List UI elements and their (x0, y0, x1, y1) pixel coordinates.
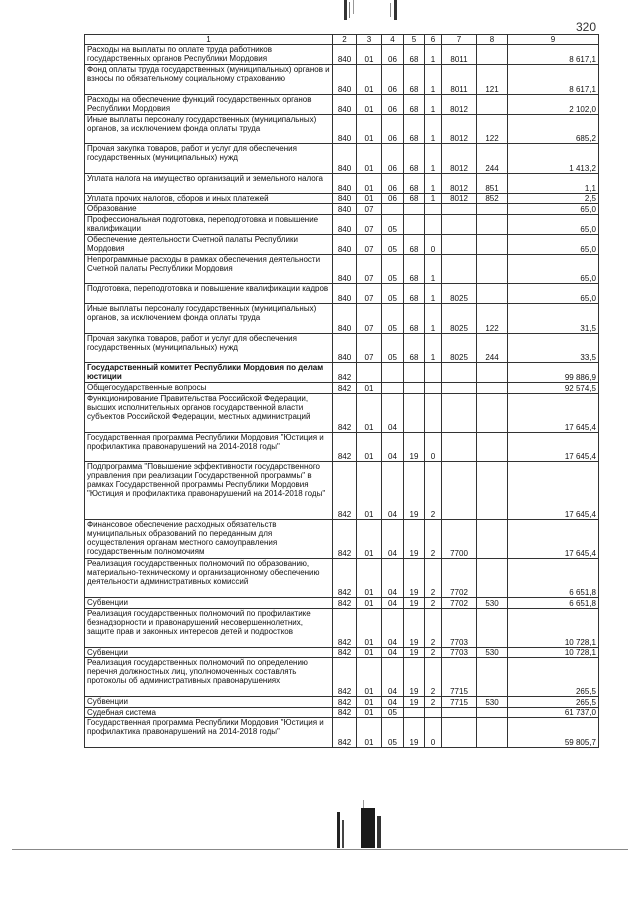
row-code-c5: 19 (404, 718, 425, 748)
row-amount: 31,5 (508, 304, 599, 334)
table-row (85, 462, 599, 520)
row-code-c4: 06 (382, 114, 404, 144)
row-name: Уплата прочих налогов, сборов и иных платежей (85, 193, 333, 204)
column-header-3: 3 (357, 35, 382, 45)
row-name: Субвенции (85, 647, 333, 658)
row-code-c8 (477, 94, 508, 114)
row-code-c5: 19 (404, 697, 425, 708)
row-code-c7: 7715 (442, 658, 477, 697)
row-code-c6: 2 (425, 462, 442, 520)
row-code-c4: 04 (382, 462, 404, 520)
row-code-c7 (442, 234, 477, 254)
row-amount: 1,1 (508, 173, 599, 193)
row-code-c3: 01 (357, 432, 382, 462)
table-row (85, 234, 599, 254)
row-name: Прочая закупка товаров, работ и услуг для обеспечения государственных (муниципальных) нужд (85, 144, 333, 174)
row-name: Финансовое обеспечение расходных обязательств муниципальных образований по переданным для осуществления органам местного самоуправления государственным полномочиям (85, 520, 333, 559)
row-code-c8 (477, 284, 508, 304)
row-code-c8 (477, 432, 508, 462)
table-row (85, 214, 599, 234)
row-code-c2: 840 (333, 94, 357, 114)
row-code-c2: 842 (333, 598, 357, 609)
row-code-c4: 06 (382, 193, 404, 204)
row-code-c8: 852 (477, 193, 508, 204)
row-code-c6 (425, 383, 442, 394)
row-name: Обеспечение деятельности Счетной палаты Республики Мордовия (85, 234, 333, 254)
row-code-c4: 04 (382, 697, 404, 708)
row-code-c2: 840 (333, 65, 357, 95)
row-code-c2: 840 (333, 193, 357, 204)
row-name: Прочая закупка товаров, работ и услуг для обеспечения государственных (муниципальных) нужд (85, 333, 333, 363)
row-code-c6: 1 (425, 65, 442, 95)
row-code-c2: 842 (333, 462, 357, 520)
row-code-c3: 01 (357, 559, 382, 598)
scan-edge-line (12, 849, 628, 850)
row-code-c3: 01 (357, 520, 382, 559)
row-code-c8 (477, 383, 508, 394)
row-name: Подпрограмма "Повышение эффективности государственного управления при реализации Государственной программы" в рамках Государственной программы Республики Мордовия "Юстиция и профилактика правонарушений на 2014-2018 годы" (85, 462, 333, 520)
row-code-c8 (477, 520, 508, 559)
row-code-c7 (442, 718, 477, 748)
table-row (85, 658, 599, 697)
row-code-c6: 2 (425, 608, 442, 647)
row-code-c6: 1 (425, 173, 442, 193)
row-code-c2: 842 (333, 647, 357, 658)
column-header-6: 6 (425, 35, 442, 45)
row-code-c5: 19 (404, 647, 425, 658)
budget-table (84, 34, 599, 748)
row-amount: 61 737,0 (508, 707, 599, 718)
row-code-c5 (404, 707, 425, 718)
row-code-c3: 07 (357, 214, 382, 234)
row-code-c8 (477, 204, 508, 215)
row-amount: 685,2 (508, 114, 599, 144)
row-code-c7: 7703 (442, 608, 477, 647)
row-code-c4: 04 (382, 608, 404, 647)
row-code-c7: 7702 (442, 598, 477, 609)
row-amount: 265,5 (508, 697, 599, 708)
row-code-c4: 06 (382, 173, 404, 193)
row-name: Профессиональная подготовка, переподготовка и повышение квалификации (85, 214, 333, 234)
row-code-c2: 840 (333, 214, 357, 234)
row-code-c7: 7715 (442, 697, 477, 708)
row-code-c8: 530 (477, 697, 508, 708)
row-code-c4: 05 (382, 718, 404, 748)
row-code-c7 (442, 254, 477, 284)
row-code-c7: 8025 (442, 284, 477, 304)
table-row (85, 65, 599, 95)
row-code-c8: 244 (477, 144, 508, 174)
row-code-c8 (477, 234, 508, 254)
row-code-c5: 68 (404, 284, 425, 304)
row-name: Иные выплаты персоналу государственных (муниципальных) органов, за исключением фонда оплаты труда (85, 304, 333, 334)
row-amount: 10 728,1 (508, 647, 599, 658)
row-code-c8 (477, 254, 508, 284)
row-code-c3: 01 (357, 707, 382, 718)
row-name: Судебная система (85, 707, 333, 718)
row-code-c6: 1 (425, 45, 442, 65)
row-code-c5: 68 (404, 65, 425, 95)
row-amount: 2 102,0 (508, 94, 599, 114)
row-code-c3: 07 (357, 304, 382, 334)
row-code-c8 (477, 45, 508, 65)
scan-artifact-bottom (333, 800, 393, 850)
row-code-c5: 68 (404, 45, 425, 65)
table-row (85, 383, 599, 394)
row-code-c2: 842 (333, 658, 357, 697)
row-code-c7: 8012 (442, 144, 477, 174)
row-code-c8: 121 (477, 65, 508, 95)
row-code-c5 (404, 383, 425, 394)
row-code-c4: 04 (382, 432, 404, 462)
row-code-c4: 05 (382, 284, 404, 304)
row-amount: 65,0 (508, 204, 599, 215)
column-header-1: 1 (85, 35, 333, 45)
row-amount: 6 651,8 (508, 559, 599, 598)
table-row (85, 193, 599, 204)
row-code-c7 (442, 432, 477, 462)
row-code-c7: 7703 (442, 647, 477, 658)
row-code-c6: 2 (425, 697, 442, 708)
table-row (85, 144, 599, 174)
table-row (85, 598, 599, 609)
table-row (85, 304, 599, 334)
row-code-c8: 122 (477, 114, 508, 144)
row-code-c5: 68 (404, 193, 425, 204)
row-code-c3: 07 (357, 284, 382, 304)
row-code-c3: 01 (357, 144, 382, 174)
row-code-c3: 07 (357, 204, 382, 215)
row-name: Субвенции (85, 697, 333, 708)
row-code-c5: 68 (404, 173, 425, 193)
row-code-c8 (477, 608, 508, 647)
row-code-c3: 07 (357, 254, 382, 284)
row-code-c8 (477, 559, 508, 598)
row-code-c5: 68 (404, 234, 425, 254)
row-code-c7: 7702 (442, 559, 477, 598)
row-amount: 6 651,8 (508, 598, 599, 609)
row-name: Государственный комитет Республики Мордовия по делам юстиции (85, 363, 333, 383)
row-code-c4: 04 (382, 520, 404, 559)
row-code-c4: 06 (382, 45, 404, 65)
row-code-c7 (442, 707, 477, 718)
table-row (85, 608, 599, 647)
row-code-c3: 01 (357, 647, 382, 658)
row-code-c7 (442, 204, 477, 215)
row-code-c6: 0 (425, 718, 442, 748)
row-code-c3: 07 (357, 333, 382, 363)
table-row (85, 647, 599, 658)
row-amount: 59 805,7 (508, 718, 599, 748)
row-amount: 1 413,2 (508, 144, 599, 174)
row-code-c6: 1 (425, 284, 442, 304)
row-amount: 17 645,4 (508, 393, 599, 432)
row-code-c2: 840 (333, 254, 357, 284)
row-code-c8 (477, 707, 508, 718)
column-header-7: 7 (442, 35, 477, 45)
row-code-c6 (425, 393, 442, 432)
row-code-c6: 1 (425, 254, 442, 284)
row-code-c7: 7700 (442, 520, 477, 559)
row-code-c8 (477, 718, 508, 748)
row-amount: 17 645,4 (508, 520, 599, 559)
row-name: Подготовка, переподготовка и повышение квалификации кадров (85, 284, 333, 304)
row-code-c7: 8011 (442, 65, 477, 95)
row-code-c3: 01 (357, 65, 382, 95)
row-amount: 2,5 (508, 193, 599, 204)
row-code-c7 (442, 393, 477, 432)
column-header-2: 2 (333, 35, 357, 45)
table-row (85, 173, 599, 193)
row-code-c3: 01 (357, 718, 382, 748)
row-code-c2: 842 (333, 707, 357, 718)
row-code-c5: 19 (404, 598, 425, 609)
row-code-c3: 01 (357, 598, 382, 609)
row-code-c6: 0 (425, 234, 442, 254)
row-amount: 65,0 (508, 284, 599, 304)
row-code-c8: 530 (477, 598, 508, 609)
row-amount: 8 617,1 (508, 65, 599, 95)
row-code-c4: 04 (382, 658, 404, 697)
row-code-c4: 04 (382, 647, 404, 658)
row-code-c7: 8025 (442, 333, 477, 363)
row-code-c6: 1 (425, 304, 442, 334)
row-code-c4: 05 (382, 333, 404, 363)
row-code-c6 (425, 214, 442, 234)
row-code-c2: 840 (333, 304, 357, 334)
row-code-c5: 68 (404, 114, 425, 144)
row-code-c6: 2 (425, 559, 442, 598)
row-code-c5 (404, 393, 425, 432)
row-code-c2: 842 (333, 718, 357, 748)
row-code-c6: 2 (425, 658, 442, 697)
row-code-c2: 840 (333, 144, 357, 174)
row-code-c8: 530 (477, 647, 508, 658)
row-amount: 65,0 (508, 234, 599, 254)
row-code-c6: 1 (425, 94, 442, 114)
row-code-c6 (425, 707, 442, 718)
row-amount: 10 728,1 (508, 608, 599, 647)
row-code-c5: 19 (404, 462, 425, 520)
table-row (85, 559, 599, 598)
row-code-c4: 06 (382, 94, 404, 114)
row-code-c8: 244 (477, 333, 508, 363)
row-code-c5: 19 (404, 608, 425, 647)
row-code-c2: 842 (333, 363, 357, 383)
table-row (85, 284, 599, 304)
row-code-c4 (382, 383, 404, 394)
table-header-row (85, 35, 599, 45)
row-code-c5 (404, 204, 425, 215)
row-code-c7 (442, 214, 477, 234)
row-code-c6: 2 (425, 520, 442, 559)
row-code-c8 (477, 462, 508, 520)
row-amount: 65,0 (508, 254, 599, 284)
table-row (85, 363, 599, 383)
row-code-c2: 842 (333, 432, 357, 462)
row-name: Функционирование Правительства Российской Федерации, высших исполнительных органов государственной власти субъектов Российской Федерации, местных администраций (85, 393, 333, 432)
row-code-c7: 8012 (442, 94, 477, 114)
table-row (85, 520, 599, 559)
row-code-c2: 840 (333, 284, 357, 304)
row-name: Общегосударственные вопросы (85, 383, 333, 394)
row-name: Государственная программа Республики Мордовия "Юстиция и профилактика правонарушений на 2014-2018 годы" (85, 432, 333, 462)
row-code-c7: 8012 (442, 173, 477, 193)
row-code-c6: 1 (425, 114, 442, 144)
row-code-c6: 2 (425, 598, 442, 609)
row-code-c5: 19 (404, 559, 425, 598)
row-code-c6: 0 (425, 432, 442, 462)
row-name: Иные выплаты персоналу государственных (муниципальных) органов, за исключением фонда оплаты труда (85, 114, 333, 144)
table-row (85, 254, 599, 284)
row-code-c2: 842 (333, 608, 357, 647)
row-code-c2: 842 (333, 520, 357, 559)
row-code-c3: 01 (357, 193, 382, 204)
row-code-c4: 05 (382, 214, 404, 234)
row-code-c6 (425, 204, 442, 215)
table-row (85, 114, 599, 144)
row-code-c4: 05 (382, 304, 404, 334)
row-amount: 92 574,5 (508, 383, 599, 394)
row-name: Фонд оплаты труда государственных (муниципальных) органов и взносы по обязательному социальному страхованию (85, 65, 333, 95)
table-row (85, 333, 599, 363)
column-header-8: 8 (477, 35, 508, 45)
row-code-c4: 04 (382, 559, 404, 598)
row-code-c6: 1 (425, 193, 442, 204)
row-name: Уплата налога на имущество организаций и земельного налога (85, 173, 333, 193)
row-code-c4: 06 (382, 144, 404, 174)
row-code-c8 (477, 214, 508, 234)
row-code-c5 (404, 363, 425, 383)
row-name: Образование (85, 204, 333, 215)
row-code-c8 (477, 658, 508, 697)
row-code-c3: 01 (357, 462, 382, 520)
row-code-c5 (404, 214, 425, 234)
row-code-c4: 05 (382, 234, 404, 254)
row-code-c3: 01 (357, 173, 382, 193)
row-code-c2: 842 (333, 393, 357, 432)
row-code-c5: 68 (404, 254, 425, 284)
scan-artifact-top (342, 0, 402, 22)
row-code-c8 (477, 393, 508, 432)
table-row (85, 697, 599, 708)
row-amount: 33,5 (508, 333, 599, 363)
row-code-c7: 8011 (442, 45, 477, 65)
row-code-c5: 19 (404, 432, 425, 462)
row-code-c6: 2 (425, 647, 442, 658)
row-code-c7 (442, 363, 477, 383)
row-code-c2: 840 (333, 234, 357, 254)
row-code-c3: 01 (357, 114, 382, 144)
row-code-c6: 1 (425, 144, 442, 174)
row-code-c3: 01 (357, 658, 382, 697)
row-code-c5: 19 (404, 658, 425, 697)
row-code-c6 (425, 363, 442, 383)
table-row (85, 432, 599, 462)
row-code-c4: 04 (382, 598, 404, 609)
row-code-c5: 68 (404, 304, 425, 334)
table-body (85, 45, 599, 748)
row-code-c3: 01 (357, 393, 382, 432)
row-code-c3: 01 (357, 383, 382, 394)
row-code-c2: 842 (333, 559, 357, 598)
table-row (85, 707, 599, 718)
row-code-c4: 05 (382, 254, 404, 284)
row-amount: 8 617,1 (508, 45, 599, 65)
row-code-c2: 840 (333, 45, 357, 65)
row-code-c5: 68 (404, 94, 425, 114)
row-code-c2: 840 (333, 114, 357, 144)
row-amount: 99 886,9 (508, 363, 599, 383)
row-code-c2: 842 (333, 383, 357, 394)
row-code-c3: 01 (357, 697, 382, 708)
row-amount: 65,0 (508, 214, 599, 234)
row-name: Реализация государственных полномочий по определению перечня должностных лиц, уполномоченных составлять протоколы об административных правонарушениях (85, 658, 333, 697)
row-amount: 17 645,4 (508, 432, 599, 462)
column-header-5: 5 (404, 35, 425, 45)
row-code-c7: 8012 (442, 193, 477, 204)
row-name: Непрограммные расходы в рамках обеспечения деятельности Счетной палаты Республики Мордовия (85, 254, 333, 284)
row-amount: 17 645,4 (508, 462, 599, 520)
row-code-c7: 8025 (442, 304, 477, 334)
row-code-c5: 19 (404, 520, 425, 559)
row-name: Реализация государственных полномочий по профилактике безнадзорности и правонарушений несовершеннолетних, защите прав и законных интересов детей и подростков (85, 608, 333, 647)
row-code-c7: 8012 (442, 114, 477, 144)
row-code-c2: 840 (333, 204, 357, 215)
row-code-c4: 04 (382, 393, 404, 432)
column-header-4: 4 (382, 35, 404, 45)
row-code-c3: 07 (357, 234, 382, 254)
row-code-c2: 840 (333, 173, 357, 193)
row-code-c5: 68 (404, 144, 425, 174)
table-row (85, 393, 599, 432)
row-code-c4: 05 (382, 707, 404, 718)
row-code-c8: 122 (477, 304, 508, 334)
row-code-c3: 01 (357, 608, 382, 647)
table-row (85, 718, 599, 748)
table-row (85, 94, 599, 114)
row-code-c7 (442, 462, 477, 520)
table-row (85, 45, 599, 65)
row-code-c4: 06 (382, 65, 404, 95)
row-code-c2: 842 (333, 697, 357, 708)
row-amount: 265,5 (508, 658, 599, 697)
column-header-9: 9 (508, 35, 599, 45)
row-code-c8: 851 (477, 173, 508, 193)
row-name: Реализация государственных полномочий по образованию, материально-техническому и организационному обеспечению деятельности административных комиссий (85, 559, 333, 598)
row-name: Субвенции (85, 598, 333, 609)
row-code-c2: 840 (333, 333, 357, 363)
row-code-c6: 1 (425, 333, 442, 363)
row-code-c7 (442, 383, 477, 394)
row-name: Расходы на обеспечение функций государственных органов Республики Мордовия (85, 94, 333, 114)
row-code-c4 (382, 363, 404, 383)
row-code-c8 (477, 363, 508, 383)
page-number: 320 (575, 20, 596, 34)
row-name: Расходы на выплаты по оплате труда работников государственных органов Республики Мордовия (85, 45, 333, 65)
row-code-c5: 68 (404, 333, 425, 363)
row-code-c4 (382, 204, 404, 215)
table-row (85, 204, 599, 215)
row-code-c3 (357, 363, 382, 383)
row-code-c3: 01 (357, 94, 382, 114)
row-code-c3: 01 (357, 45, 382, 65)
row-name: Государственная программа Республики Мордовия "Юстиция и профилактика правонарушений на 2014-2018 годы" (85, 718, 333, 748)
